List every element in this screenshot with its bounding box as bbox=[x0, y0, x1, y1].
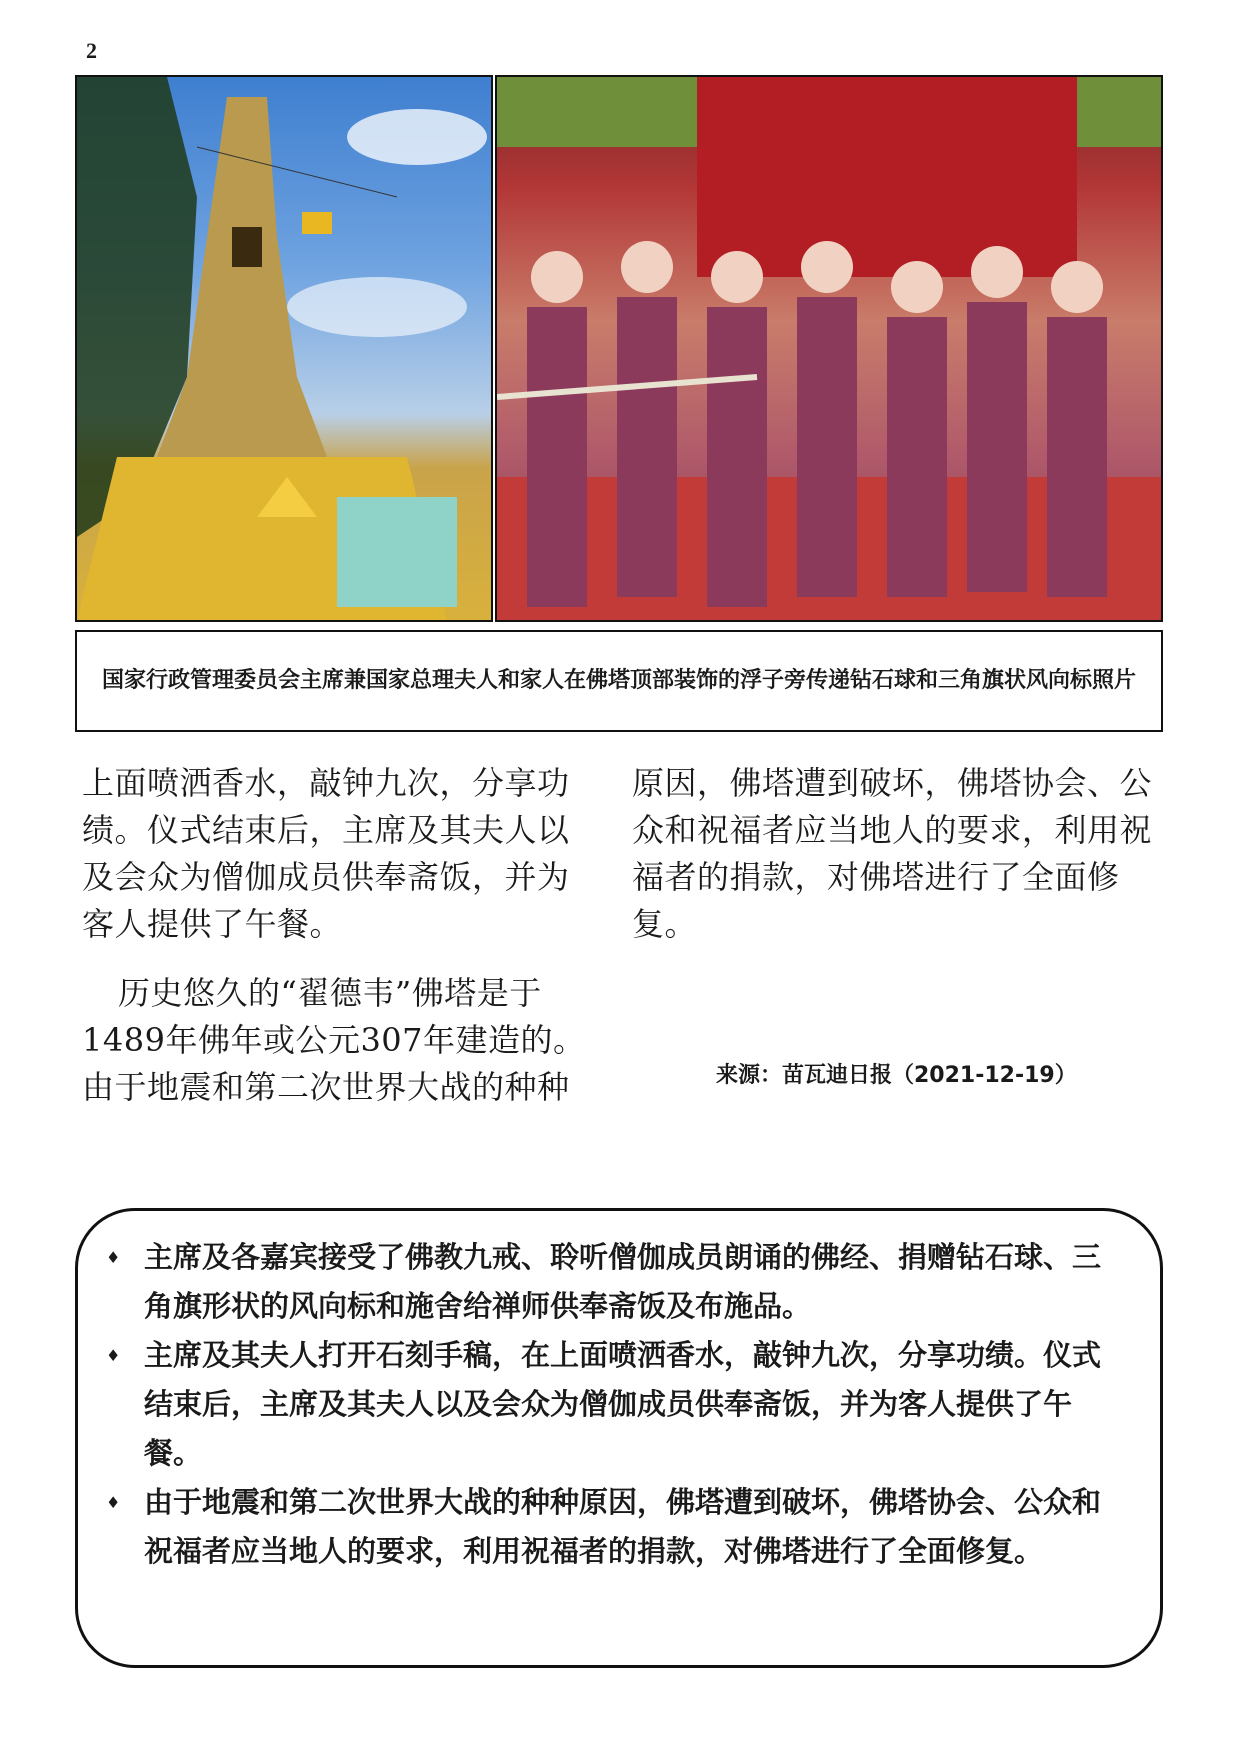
summary-box bbox=[75, 1208, 1163, 1668]
photo-caption: 国家行政管理委员会主席兼国家总理夫人和家人在佛塔顶部装饰的浮子旁传递钻石球和三角旗状风向标照片 bbox=[101, 668, 1136, 693]
summary-item bbox=[106, 1233, 1126, 1331]
summary-item-text: 主席及各嘉宾接受了佛教九戒、聆听僧伽成员朗诵的佛经、捐赠钻石球、三角旗形状的风向标和施舍给禅师供奉斋饭及布施品。 bbox=[144, 1240, 1102, 1323]
diamond-bullet-icon: ♦ bbox=[106, 1248, 121, 1267]
diamond-bullet-icon: ♦ bbox=[106, 1493, 121, 1512]
ceremony-illustration bbox=[497, 77, 1161, 620]
source-citation: 来源：苗瓦迪日报（2021-12-19） bbox=[716, 1063, 1077, 1088]
article-paragraph: 原因，佛塔遭到破坏，佛塔协会、公众和祝福者应当地人的要求，利用祝福者的捐款，对佛塔进行了全面修复。 bbox=[632, 764, 1153, 943]
summary-item-text: 主席及其夫人打开石刻手稿，在上面喷洒香水，敲钟九次，分享功绩。仪式结束后，主席及其夫人以及会众为僧伽成员供奉斋饭，并为客人提供了午餐。 bbox=[144, 1338, 1102, 1470]
diamond-bullet-icon: ♦ bbox=[106, 1346, 121, 1365]
page-number: 2 bbox=[86, 38, 97, 63]
article-column-right bbox=[632, 760, 1162, 948]
article-paragraph: 上面喷洒香水，敲钟九次，分享功绩。仪式结束后，主席及其夫人以及会众为僧伽成员供奉斋饭，并为客人提供了午餐。 bbox=[82, 764, 570, 943]
pagoda-photo bbox=[75, 75, 493, 622]
summary-item bbox=[106, 1331, 1126, 1478]
article-column-left bbox=[82, 760, 598, 1111]
ceremony-photo bbox=[495, 75, 1163, 622]
photo-caption-box bbox=[75, 630, 1163, 732]
summary-list bbox=[106, 1233, 1126, 1576]
pagoda-illustration bbox=[77, 77, 491, 620]
summary-item bbox=[106, 1478, 1126, 1576]
summary-item-text: 由于地震和第二次世界大战的种种原因，佛塔遭到破坏，佛塔协会、公众和祝福者应当地人的要求，利用祝福者的捐款，对佛塔进行了全面修复。 bbox=[144, 1485, 1102, 1568]
article-paragraph: 历史悠久的“翟德韦”佛塔是于1489年佛年或公元307年建造的。由于地震和第二次世界大战的种种 bbox=[82, 974, 586, 1106]
